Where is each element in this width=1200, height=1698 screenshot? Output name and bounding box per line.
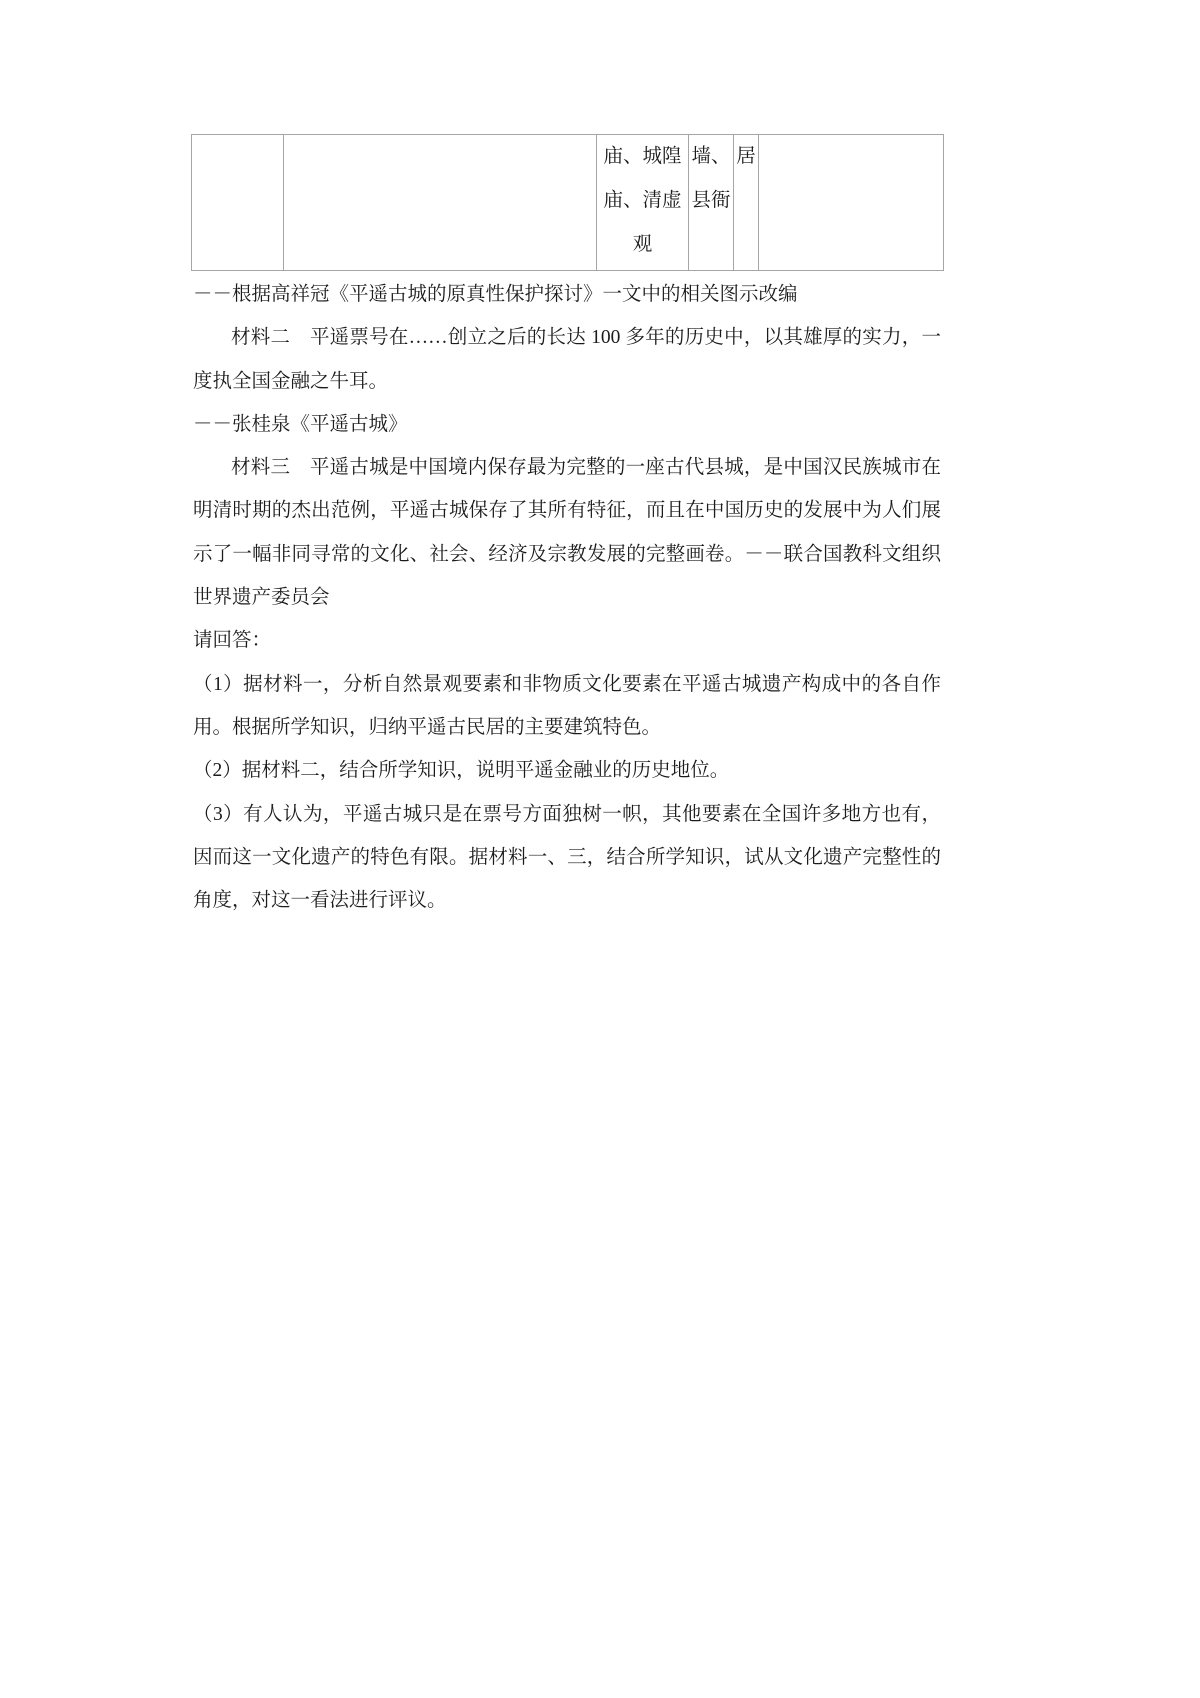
material-3-line: 材料三 平遥古城是中国境内保存最为完整的一座古代县城，是中国汉民族城市在 xyxy=(231,457,941,479)
cell-text-line: 墙、 xyxy=(691,146,731,167)
material-2-line: 材料二 平遥票号在……创立之后的长达 100 多年的历史中，以其雄厚的实力，一 xyxy=(231,327,941,349)
question-1-line: （1）据材料一，分析自然景观要素和非物质文化要素在平遥古城遗产构成中的各自作 xyxy=(193,673,941,695)
question-1-line: 用。根据所学知识，归纳平遥古民居的主要建筑特色。 xyxy=(193,716,662,738)
table-cell-walls-yamen xyxy=(689,135,734,271)
table-cell-residence xyxy=(734,135,759,271)
source-note-material-1: －－根据高祥冠《平遥古城的原真性保护探讨》一文中的相关图示改编 xyxy=(193,284,798,305)
table-cell-empty-6 xyxy=(759,135,944,271)
answer-prompt: 请回答： xyxy=(193,630,272,652)
table-cell-temples xyxy=(597,135,689,271)
cell-text-line: 县衙 xyxy=(691,190,731,211)
cell-text-line: 居 xyxy=(736,146,756,167)
material-2-line: 度执全国金融之牛耳。 xyxy=(193,370,389,392)
table-fragment xyxy=(191,134,944,271)
question-3-line: 角度，对这一看法进行评议。 xyxy=(193,890,447,912)
question-body xyxy=(193,273,941,922)
material-3-line: 明清时期的杰出范例，平遥古城保存了其所有特征，而且在中国历史的发展中为人们展 xyxy=(193,500,941,522)
question-3-line: （3）有人认为，平遥古城只是在票号方面独树一帜，其他要素在全国许多地方也有， xyxy=(193,803,941,825)
table-row xyxy=(192,135,944,271)
cell-text-line: 观 xyxy=(632,234,653,255)
table-cell-empty-2 xyxy=(284,135,597,271)
table-cell-empty-1 xyxy=(192,135,284,271)
source-note-material-2: －－张桂泉《平遥古城》 xyxy=(193,413,408,435)
cell-text-line: 庙、清虚 xyxy=(603,190,682,211)
question-2-line: （2）据材料二，结合所学知识，说明平遥金融业的历史地位。 xyxy=(193,760,730,782)
material-3-line: 示了一幅非同寻常的文化、社会、经济及宗教发展的完整画卷。－－联合国教科文组织 xyxy=(193,543,941,565)
cell-text-line: 庙、城隍 xyxy=(603,146,682,167)
material-3-line: 世界遗产委员会 xyxy=(193,587,330,609)
question-3-line: 因而这一文化遗产的特色有限。据材料一、三，结合所学知识，试从文化遗产完整性的 xyxy=(193,846,941,868)
